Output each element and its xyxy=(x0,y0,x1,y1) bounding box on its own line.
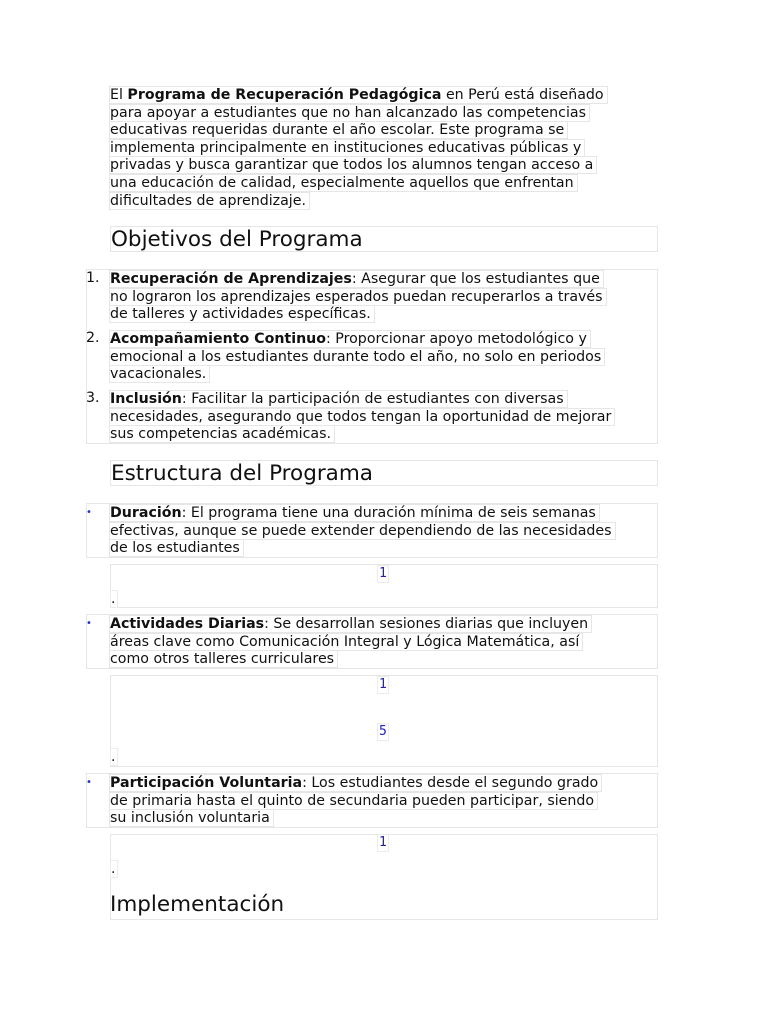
reference-link[interactable]: 5 xyxy=(379,724,387,739)
bullet-item xyxy=(110,615,658,668)
list-item-line: no lograron los aprendizajes esperados puedan recuperarlos a través xyxy=(109,288,607,306)
intro-text: en Perú está diseñado xyxy=(441,87,604,103)
reference-separator: . xyxy=(110,748,118,766)
list-item-line xyxy=(109,330,591,348)
bullet-item-line: efectivas, aunque se puede extender dependiendo de las necesidades xyxy=(109,522,616,540)
bullet-item-term: Duración xyxy=(110,505,182,521)
intro-line: privadas y busca garantizar que todos los alumnos tengan acceso a xyxy=(109,156,597,174)
bullet-marker: • xyxy=(86,618,92,629)
bullet-item-line: de los estudiantes xyxy=(109,539,244,557)
list-number: 1. xyxy=(86,270,100,286)
list-item xyxy=(110,330,658,383)
list-item-term: Recuperación de Aprendizajes xyxy=(110,271,352,287)
intro-line: implementa principalmente en instituciones educativas públicas y xyxy=(109,139,585,157)
list-item-line: de talleres y actividades específicas. xyxy=(109,305,375,323)
list-item-line: necesidades, asegurando que todos tengan la oportunidad de mejorar xyxy=(109,408,615,426)
bullet-item xyxy=(110,774,658,827)
intro-line: para apoyar a estudiantes que no han alcanzado las competencias xyxy=(109,104,590,122)
list-item-term: Inclusión xyxy=(110,391,182,407)
bullet-item-text: : Los estudiantes desde el segundo grado xyxy=(302,775,599,791)
bullet-item-line: su inclusión voluntaria xyxy=(109,809,274,827)
bullet-marker: • xyxy=(86,777,92,788)
section-heading-estructura: Estructura del Programa xyxy=(110,460,658,486)
bullet-marker: • xyxy=(86,507,92,518)
bullet-item-line: como otros talleres curriculares xyxy=(109,650,338,668)
program-name: Programa de Recuperación Pedagógica xyxy=(127,87,442,103)
list-item xyxy=(110,390,658,443)
bullet-item-line xyxy=(109,504,600,522)
reference-separator: . xyxy=(110,860,118,878)
section-heading-objetivos: Objetivos del Programa xyxy=(110,226,658,252)
bullet-item-line: de primaria hasta el quinto de secundaria pueden participar, siendo xyxy=(109,792,598,810)
reference-separator: . xyxy=(110,590,118,608)
list-item-text: : Facilitar la participación de estudiantes con diversas xyxy=(181,391,564,407)
list-item-line xyxy=(109,390,568,408)
list-item xyxy=(110,270,658,323)
bullet-item xyxy=(110,504,658,557)
list-item-line: sus competencias académicas. xyxy=(109,425,335,443)
bullet-item-text: : Se desarrollan sesiones diarias que incluyen xyxy=(264,616,589,632)
list-number: 2. xyxy=(86,330,100,346)
intro-line xyxy=(109,86,608,104)
bullet-item-line xyxy=(109,615,592,633)
intro-line: educativas requeridas durante el año escolar. Este programa se xyxy=(109,121,568,139)
list-item-line: emocional a los estudiantes durante todo el año, no solo en periodos xyxy=(109,348,605,366)
list-item-text: : Proporcionar apoyo metodológico y xyxy=(326,331,587,347)
bullet-item-term: Participación Voluntaria xyxy=(110,775,303,791)
list-item-line xyxy=(109,270,604,288)
list-number: 3. xyxy=(86,390,100,406)
bullet-item-term: Actividades Diarias xyxy=(110,616,265,632)
intro-line: una educación de calidad, especialmente aquellos que enfrentan xyxy=(109,174,578,192)
list-item-line: vacacionales. xyxy=(109,365,210,383)
reference-link[interactable]: 1 xyxy=(379,835,387,850)
bullet-item-text: : El programa tiene una duración mínima de seis semanas xyxy=(181,505,596,521)
bullet-item-line: áreas clave como Comunicación Integral y Lógica Matemática, así xyxy=(109,633,583,651)
reference-link[interactable]: 1 xyxy=(379,677,387,692)
reference-link[interactable]: 1 xyxy=(379,566,387,581)
intro-line: dificultades de aprendizaje. xyxy=(109,192,310,210)
list-item-text: : Asegurar que los estudiantes que xyxy=(351,271,600,287)
section-heading-implementacion: Implementación xyxy=(110,892,285,917)
intro-text: El xyxy=(110,87,128,103)
list-item-term: Acompañamiento Continuo xyxy=(110,331,327,347)
intro-paragraph xyxy=(110,86,658,209)
bullet-item-line xyxy=(109,774,602,792)
